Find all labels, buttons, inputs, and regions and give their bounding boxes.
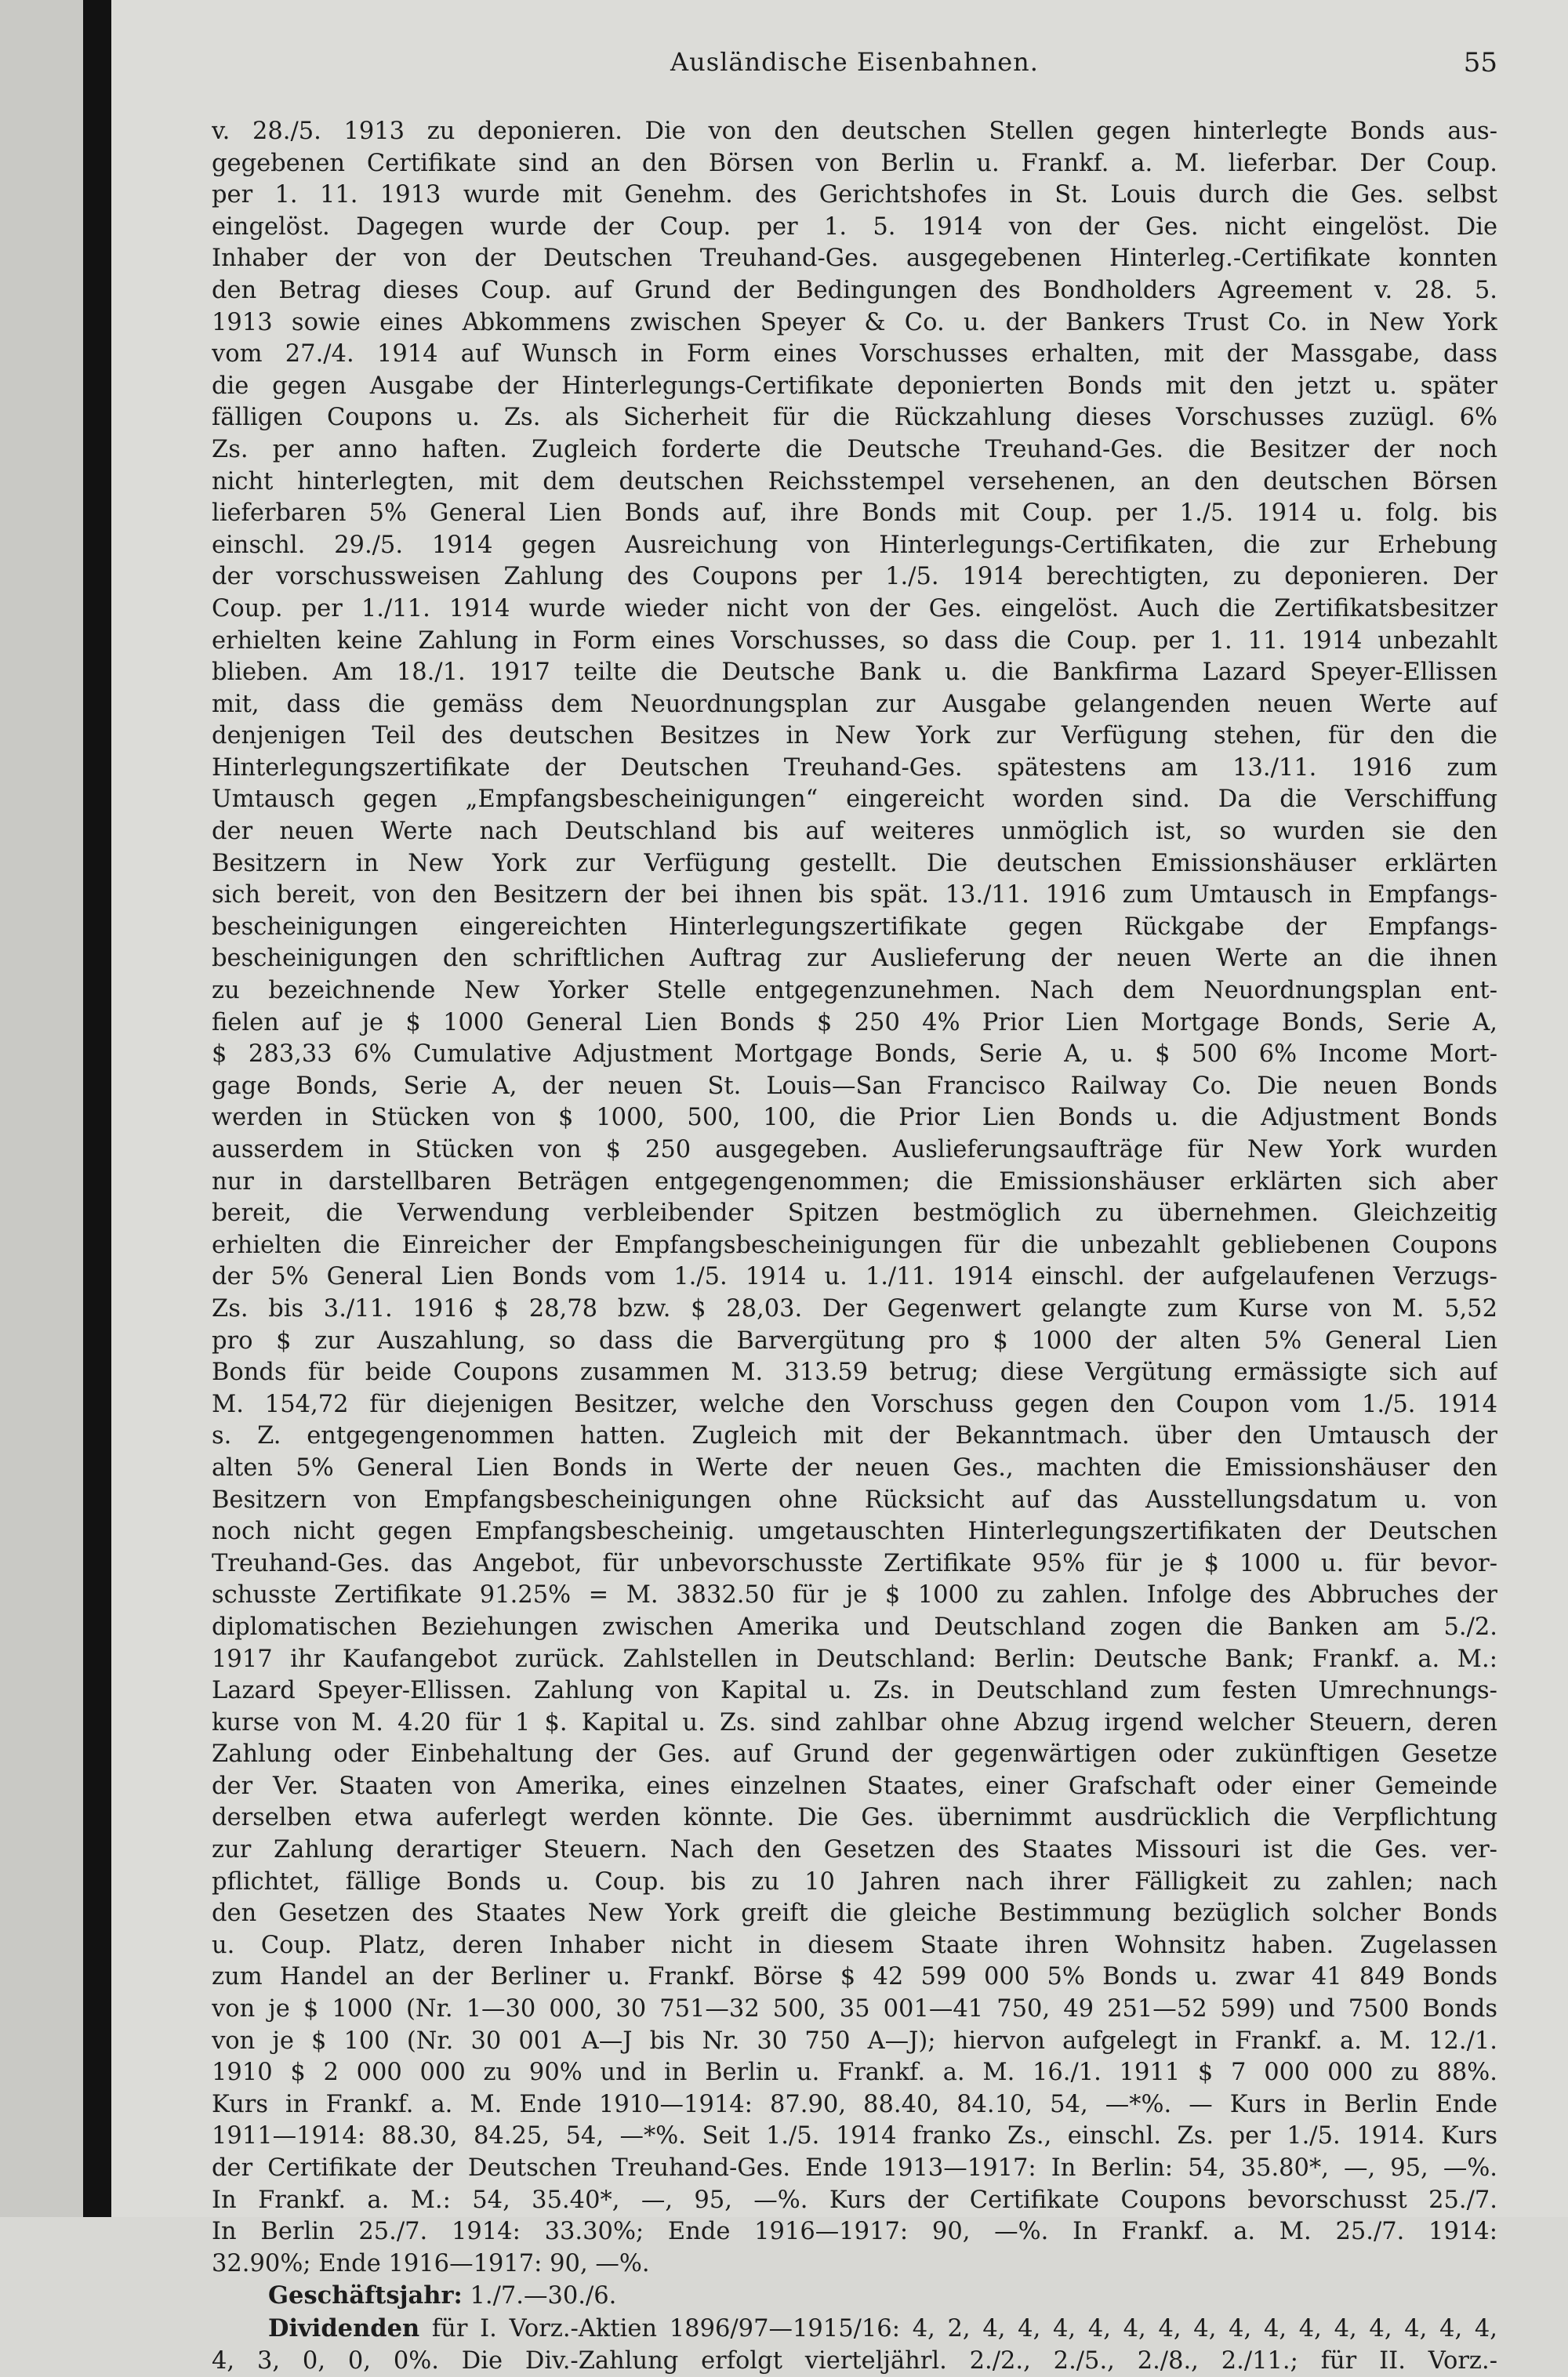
text-line: Coup. per 1./11. 1914 wurde wieder nicht von der Ges. eingelöst. Auch die Zertifikatsbesitzer (212, 594, 1497, 622)
text-line: den Betrag dieses Coup. auf Grund der Bedingungen des Bondholders Agreement v. 28. 5. (212, 276, 1497, 304)
text-line: nicht hinterlegten, mit dem deutschen Reichsstempel versehenen, an den deutschen Börsen (212, 467, 1497, 495)
text-line: werden in Stücken von $ 1000, 500, 100, die Prior Lien Bonds u. die Adjustment Bonds (212, 1104, 1497, 1132)
text-line: v. 28./5. 1913 zu deponieren. Die von den deutschen Stellen gegen hinterlegte Bonds aus- (212, 118, 1497, 145)
text-line: der vorschussweisen Zahlung des Coupons per 1./5. 1914 berechtigten, zu deponieren. Der (212, 563, 1497, 591)
running-title: Ausländische Eisenbahnen. (670, 47, 1039, 77)
text-line: fälligen Coupons u. Zs. als Sicherheit für die Rückzahlung dieses Vorschusses zuzügl. 6% (212, 404, 1497, 432)
text-line: u. Coup. Platz, deren Inhaber nicht in diesem Staate ihren Wohnsitz haben. Zugelassen (212, 1931, 1497, 1959)
text-line: noch nicht gegen Empfangsbescheinig. umgetauschten Hinterlegungszertifikaten der Deutschen (212, 1518, 1497, 1546)
paragraph-bond-history (212, 116, 1497, 2280)
text-line: alten 5% General Lien Bonds in Werte der neuen Ges., machten die Emissionshäuser den (212, 1453, 1497, 1482)
text-line: der Certifikate der Deutschen Treuhand-Ges. Ende 1913—1917: In Berlin: 54, 35.80*, —, 95, —%. (212, 2154, 1497, 2182)
text-line: pro $ zur Auszahlung, so dass die Barvergütung pro $ 1000 der alten 5% General Lien (212, 1326, 1497, 1355)
text-line: Zs. bis 3./11. 1916 $ 28,78 bzw. $ 28,03. Der Gegenwert gelangte zum Kurse von M. 5,52 (212, 1294, 1497, 1323)
text-line: der Ver. Staaten von Amerika, eines einzelnen Staates, einer Grafschaft oder einer Gemeinde (212, 1772, 1497, 1800)
page-number: 55 (1463, 47, 1497, 78)
text-line: erhielten die Einreicher der Empfangsbescheinigungen für die unbezahlt gebliebenen Coupons (212, 1231, 1497, 1259)
text-line: M. 154,72 für diejenigen Besitzer, welche den Vorschuss gegen den Coupon vom 1./5. 1914 (212, 1390, 1497, 1418)
text-line: der neuen Werte nach Deutschland bis auf weiteres unmöglich ist, so wurden sie den (212, 818, 1497, 846)
text-line: vom 27./4. 1914 auf Wunsch in Form eines Vorschusses erhalten, mit der Massgabe, dass (212, 340, 1497, 368)
dividends-line-1 (212, 2313, 1497, 2346)
dividends-line-2: 4, 3, 0, 0, 0%. Die Div.-Zahlung erfolgt vierteljährl. 2./2., 2./5., 2./8., 2./11.; für II. Vorz.- (212, 2346, 1497, 2375)
text-line: In Frankf. a. M.: 54, 35.40*, —, 95, —%. Kurs der Certifikate Coupons bevorschusst 25./7. (212, 2186, 1497, 2214)
text-line: ausserdem in Stücken von $ 250 ausgegeben. Auslieferungsaufträge für New York wurden (212, 1136, 1497, 1163)
text-line: Kurs in Frankf. a. M. Ende 1910—1914: 87.90, 88.40, 84.10, 54, —*%. — Kurs in Berlin Ende (212, 2090, 1497, 2118)
book-binding-edge (83, 0, 111, 2217)
body-text (212, 116, 1497, 2377)
text-line: von je $ 1000 (Nr. 1—30 000, 30 751—32 500, 35 001—41 750, 49 251—52 599) und 7500 Bonds (212, 1995, 1497, 2023)
text-line: gegebenen Certifikate sind an den Börsen von Berlin u. Frankf. a. M. lieferbar. Der Coup. (212, 149, 1497, 177)
text-line: per 1. 11. 1913 wurde mit Genehm. des Gerichtshofes in St. Louis durch die Ges. selbst (212, 181, 1497, 209)
text-line: Treuhand-Ges. das Angebot, für unbevorschusste Zertifikate 95% für je $ 1000 u. für bevor- (212, 1549, 1497, 1577)
text-line: diplomatischen Beziehungen zwischen Amerika und Deutschland zogen die Banken am 5./2. (212, 1613, 1497, 1641)
text-line: erhielten keine Zahlung in Form eines Vorschusses, so dass die Coup. per 1. 11. 1914 unbezahlt (212, 626, 1497, 655)
scan-margin (0, 0, 83, 2217)
text-line: gage Bonds, Serie A, der neuen St. Louis—San Francisco Railway Co. Die neuen Bonds (212, 1072, 1497, 1100)
text-line: 32.90%; Ende 1916—1917: 90, —%. (212, 2249, 650, 2277)
text-line: mit, dass die gemäss dem Neuordnungsplan zur Ausgabe gelangenden neuen Werte auf (212, 690, 1497, 718)
running-header (212, 47, 1497, 82)
text-line: lieferbaren 5% General Lien Bonds auf, ihre Bonds mit Coup. per 1./5. 1914 u. folg. bis (212, 499, 1497, 528)
text-line: nur in darstellbaren Beträgen entgegengenommen; die Emissionshäuser erklärten sich aber (212, 1167, 1497, 1196)
text-line: denjenigen Teil des deutschen Besitzes in New York zur Verfügung stehen, für den die (212, 722, 1497, 750)
text-line: von je $ 100 (Nr. 30 001 A—J bis Nr. 30 750 A—J); hiervon aufgelegt in Frankf. a. M. 12./1. (212, 2027, 1497, 2055)
text-line: Lazard Speyer-Ellissen. Zahlung von Kapital u. Zs. in Deutschland zum festen Umrechnungs- (212, 1677, 1497, 1705)
text-line: s. Z. entgegengenommen hatten. Zugleich mit der Bekanntmach. über den Umtausch der (212, 1422, 1497, 1450)
dividends-label: Dividenden (268, 2313, 420, 2343)
text-line: In Berlin 25./7. 1914: 33.30%; Ende 1916—1917: 90, —%. In Frankf. a. M. 25./7. 1914: (212, 2218, 1497, 2246)
text-line: Zahlung oder Einbehaltung der Ges. auf Grund der gegenwärtigen oder zukünftigen Gesetze (212, 1740, 1497, 1769)
text-line: die gegen Ausgabe der Hinterlegungs-Certifikate deponierten Bonds mit den jetzt u. später (212, 372, 1497, 400)
text-line: Umtausch gegen „Empfangsbescheinigungen“ eingereicht worden sind. Da die Verschiffung (212, 786, 1497, 814)
text-line: der 5% General Lien Bonds vom 1./5. 1914 u. 1./11. 1914 einschl. der aufgelaufenen Verzugs- (212, 1263, 1497, 1291)
text-line: bescheinigungen den schriftlichen Auftrag zur Auslieferung der neuen Werte an die ihnen (212, 945, 1497, 973)
fiscal-year-value: 1./7.—30./6. (462, 2282, 617, 2310)
text-line: zu bezeichnende New Yorker Stelle entgegenzunehmen. Nach dem Neuordnungsplan ent- (212, 977, 1497, 1005)
text-line: 1910 $ 2 000 000 zu 90% und in Berlin u. Frankf. a. M. 16./1. 1911 $ 7 000 000 zu 88%. (212, 2059, 1497, 2087)
text-line: bereit, die Verwendung verbleibender Spitzen bestmöglich zu übernehmen. Gleichzeitig (212, 1199, 1497, 1228)
text-line: blieben. Am 18./1. 1917 teilte die Deutsche Bank u. die Bankfirma Lazard Speyer-Ellissen (212, 659, 1497, 687)
text-line: Inhaber der von der Deutschen Treuhand-Ges. ausgegebenen Hinterleg.-Certifikate konnten (212, 245, 1497, 273)
text-line: einschl. 29./5. 1914 gegen Ausreichung von Hinterlegungs-Certifikaten, die zur Erhebung (212, 531, 1497, 559)
text-line: $ 283,33 6% Cumulative Adjustment Mortgage Bonds, Serie A, u. $ 500 6% Income Mort- (212, 1040, 1497, 1069)
text-line: schusste Zertifikate 91.25% = M. 3832.50 für je $ 1000 zu zahlen. Infolge des Abbruches der (212, 1581, 1497, 1609)
text-line: zur Zahlung derartiger Steuern. Nach den Gesetzen des Staates Missouri ist die Ges. ver- (212, 1836, 1497, 1864)
text-line: 1911—1914: 88.30, 84.25, 54, —*%. Seit 1./5. 1914 franko Zs., einschl. Zs. per 1./5. 1914. Kurs (212, 2122, 1497, 2150)
text-line: zum Handel an der Berliner u. Frankf. Börse $ 42 599 000 5% Bonds u. zwar 41 849 Bonds (212, 1963, 1497, 1991)
text-line: eingelöst. Dagegen wurde der Coup. per 1. 5. 1914 von der Ges. nicht eingelöst. Die (212, 212, 1497, 241)
text-line: fielen auf je $ 1000 General Lien Bonds $ 250 4% Prior Lien Mortgage Bonds, Serie A, (212, 1008, 1497, 1036)
fiscal-year-label: Geschäftsjahr: (268, 2281, 463, 2310)
text-line: pflichtet, fällige Bonds u. Coup. bis zu 10 Jahren nach ihrer Fälligkeit zu zahlen; nach (212, 1867, 1497, 1896)
text-line: bescheinigungen eingereichten Hinterlegungszertifikate gegen Rückgabe der Empfangs- (212, 913, 1497, 941)
text-line: Hinterlegungszertifikate der Deutschen Treuhand-Ges. spätestens am 13./11. 1916 zum (212, 753, 1497, 782)
text-line: 1913 sowie eines Abkommens zwischen Speyer & Co. u. der Bankers Trust Co. in New York (212, 308, 1497, 336)
text-line: kurse von M. 4.20 für 1 $. Kapital u. Zs. sind zahlbar ohne Abzug irgend welcher Steuern, deren (212, 1708, 1497, 1736)
text-line: Besitzern von Empfangsbescheinigungen ohne Rücksicht auf das Ausstellungsdatum u. von (212, 1486, 1497, 1514)
text-line: Bonds für beide Coupons zusammen M. 313.59 betrug; diese Vergütung ermässigte sich auf (212, 1359, 1497, 1387)
text-line: den Gesetzen des Staates New York greift die gleiche Bestimmung bezüglich solcher Bonds (212, 1900, 1497, 1928)
text-line: Besitzern in New York zur Verfügung gestellt. Die deutschen Emissionshäuser erklärten (212, 849, 1497, 877)
fiscal-year-line (212, 2280, 1497, 2313)
text-line: Zs. per anno haften. Zugleich forderte die Deutsche Treuhand-Ges. die Besitzer der noch (212, 435, 1497, 463)
text-line: 1917 ihr Kaufangebot zurück. Zahlstellen in Deutschland: Berlin: Deutsche Bank; Frankf. a. M.: (212, 1645, 1497, 1673)
text-line: sich bereit, von den Besitzern der bei ihnen bis spät. 13./11. 1916 zum Umtausch in Empfangs- (212, 881, 1497, 909)
text-line: derselben etwa auferlegt werden könnte. Die Ges. übernimmt ausdrücklich die Verpflichtung (212, 1804, 1497, 1832)
dividends-text-1: für I. Vorz.-Aktien 1896/97—1915/16: 4, 2, 4, 4, 4, 4, 4, 4, 4, 4, 4, 4, 4, 4, 4, 4, 4, (419, 2314, 1497, 2343)
